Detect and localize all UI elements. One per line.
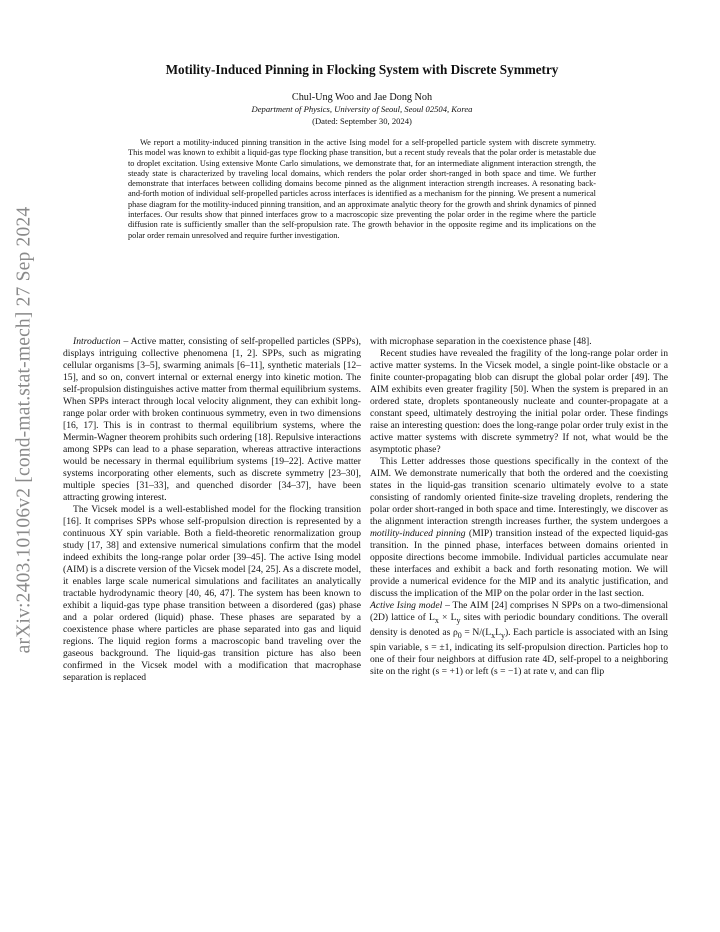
vicsek-paragraph: The Vicsek model is a well-established model for the flocking transition [16]. It comprises SPPs whose self-propulsion direction is represented by a continuous XY spin variable. Both a field-theoretic renormalization group study [17, 38] and extensive numerical simulations confirm that the model indeed exhibits the long-range polar order [39–45]. The active Ising model (AIM) is a discrete version of the Vicsek model [24, 25]. As a discrete model, it enables large scale numerical simulations and facilitates an analytically tractable hydrodynamic theory [40, 46, 47]. The system has been known to exhibit a liquid-gas type phase transition between a disordered (gas) phase and a polar ordered (liquid) phase. These phases are separated by a coexistence phase where particles are phase separated into gas and liquid regions. The liquid region forms a macroscopic band traveling over the gaseous background. The liquid-gas transition picture has also been confirmed in the Vicsek model with a modification that macrophase separation is replaced bbox=[63, 504, 361, 683]
arxiv-identifier: arXiv:2403.10106v2 [cond-mat.stat-mech] 27 Sep 2024 bbox=[13, 206, 35, 654]
aim-text-a: – The AIM [24] comprises N SPPs on a two-dimensional (2D) lattice of L bbox=[370, 600, 668, 623]
letter-paragraph bbox=[370, 456, 668, 600]
right-column bbox=[370, 336, 668, 678]
letter-emphasis: motility-induced pinning bbox=[370, 528, 466, 539]
fragility-paragraph: Recent studies have revealed the fragility of the long-range polar order in active matter systems. In the Vicsek model, a single point-like obstacle or a finite counter-propagating blob can disrupt the global polar order [49]. The AIM exhibits even greater fragility [50]. When the system is prepared in an ordered state, droplets spontaneously nucleate and counter-propagate at a constant speed, ultimately destroying the initial polar order. These findings raise an interesting question: does the long-range polar order truly exist in the active matter systems with discrete symmetry? If not, what would be the asymptotic phase? bbox=[370, 348, 668, 455]
aim-text-b: sites with periodic boundary conditions. The overall density is denoted as ρ bbox=[370, 612, 668, 638]
paper-title: Motility-Induced Pinning in Flocking System with Discrete Symmetry bbox=[165, 62, 559, 77]
aim-eq: = N/(L bbox=[461, 626, 492, 638]
aim-sub-y2: y bbox=[500, 630, 505, 640]
aim-paragraph bbox=[370, 600, 668, 678]
aim-sub-x: x bbox=[434, 615, 439, 625]
intro-lead: Introduction bbox=[73, 336, 121, 347]
paper-affiliation: Department of Physics, University of Seoul, Seoul 02504, Korea bbox=[251, 104, 473, 114]
letter-text-a: This Letter addresses those questions specifically in the context of the AIM. We demonstrate numerically that both the ordered and the coexisting states in the liquid-gas transition scenario ultimately evolve to a state consisting of randomly oriented finite-size traveling droplets, rendering the polar order short-ranged in both space and time. Interestingly, we discover as the alignment interaction strength increases further, the system undergoes a bbox=[370, 456, 668, 527]
continued-paragraph: with microphase separation in the coexistence phase [48]. bbox=[370, 336, 592, 347]
aim-lead: Active Ising model bbox=[370, 600, 443, 611]
letter-text-b: (MIP) transition instead of the expected liquid-gas transition. In the pinned phase, interfaces between domains oriented in opposite directions become immobile. Individual particles accumulate near these interfaces and exhibit a back and forth resonating motion. We will provide a numerical evidence for the MIP and its analytic justification, and discuss the implication of the MIP on the polar order in the last section. bbox=[370, 528, 669, 599]
aim-times: × L bbox=[438, 612, 457, 623]
paper-date: (Dated: September 30, 2024) bbox=[312, 116, 412, 126]
aim-text-c: ). Each particle is associated with an Ising spin variable, s = ±1, indicating its self-propulsion direction. Particles hop to one of their four neighbors at diffusion rate 4D, self-propel to a neighboring site on the right (s = +1) or left (s = −1) at rate v, and can flip bbox=[370, 626, 668, 677]
left-column bbox=[63, 336, 361, 684]
intro-paragraph bbox=[63, 336, 361, 504]
paper-authors: Chul-Ung Woo and Jae Dong Noh bbox=[291, 92, 433, 103]
aim-sub-y: y bbox=[456, 615, 461, 625]
aim-sub-x2: x bbox=[491, 630, 496, 640]
aim-sub-0: 0 bbox=[457, 630, 462, 640]
aim-L: L bbox=[495, 626, 501, 638]
paper-abstract: We report a motility-induced pinning transition in the active Ising model for a self-propelled particle system with discrete symmetry. This model was known to exhibit a liquid-gas type flocking phase transition, but a recent study reveals that the polar order is metastable due to droplet excitation. Using extensive Monte Carlo simulations, we demonstrate that, for an intermediate alignment interaction strength, the steady state is characterized by traveling local domains, which renders the polar order short-ranged in both space and time. We further demonstrate that interfaces between colliding domains become pinned as the alignment interaction strength increases. A resonating back-and-forth motion of individual self-propelled particles across interfaces is identified as a mechanism for the pinning. We present a numerical phase diagram for the motility-induced pinning transition, and an approximate analytic theory for the growth and shrink dynamics of pinned interfaces. Our results show that pinned interfaces grow to a macroscopic size preventing the polar order in the regime where the particle diffusion rate is sufficiently smaller than the self-propulsion rate. The growth behavior in the opposite regime and its implications on the polar order remain unresolved and require further investigation. bbox=[128, 138, 596, 240]
intro-text: – Active matter, consisting of self-propelled particles (SPPs), displays intriguing collective phenomena [1, 2]. SPPs, such as migrating cellular organisms [3–5], swarming animals [6–11], synthetic materials [12–15], and so on, convert internal or external energy into kinetic motion. The self-propulsion distinguishes active matter from thermal equilibrium systems. When SPPs interact through local velocity alignment, they can exhibit long-range polar order with broken continuous symmetry, even in two dimensions [16, 17]. This is in contrast to thermal equilibrium systems, where the Mermin-Wagner theorem prohibits such ordering [18]. Repulsive interactions among SPPs can lead to a phase separation, whereas attractive interactions would be necessary in thermal equilibrium systems [19–22]. Active matter systems incorporating other elements, such as discrete symmetry [23–30], multiple species [31–33], and quenched disorder [34–37], have been attracting growing interest. bbox=[63, 336, 361, 503]
arxiv-identifier-sidebar bbox=[4, 170, 44, 690]
